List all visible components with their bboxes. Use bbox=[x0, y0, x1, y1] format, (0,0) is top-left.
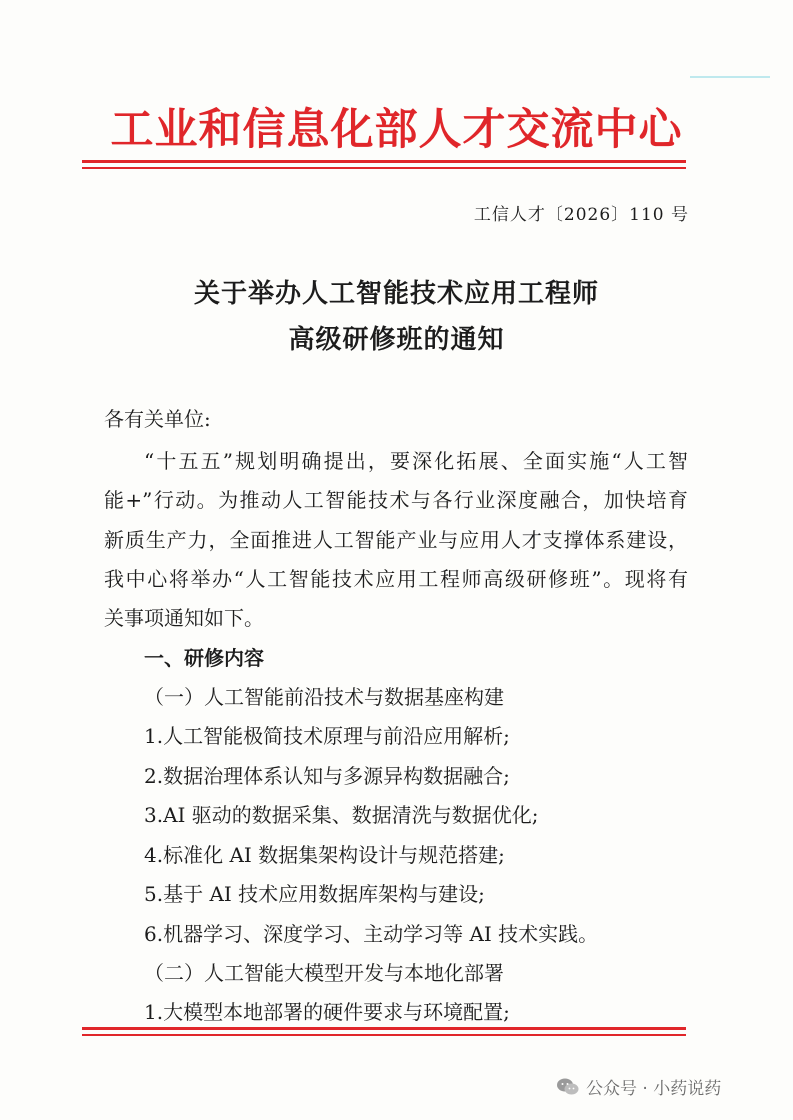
watermark-text: 公众号 · 小药说药 bbox=[586, 1079, 722, 1099]
subsection-heading: （二）人工智能大模型开发与本地化部署 bbox=[144, 961, 504, 985]
intro-line: 我中心将举办“人工智能技术应用工程师高级研修班”。现将有 bbox=[104, 567, 688, 591]
document-title-line-2: 高级研修班的通知 bbox=[288, 325, 505, 355]
subsection-heading: （一）人工智能前沿技术与数据基座构建 bbox=[144, 685, 504, 709]
footer-rule-thin bbox=[82, 1034, 686, 1036]
list-item: 1.人工智能极简技术原理与前沿应用解析; bbox=[144, 724, 510, 748]
section-heading: 一、研修内容 bbox=[144, 646, 264, 670]
footer-rule-thick bbox=[82, 1027, 686, 1030]
list-item: 4.标准化 AI 数据集架构设计与规范搭建; bbox=[144, 843, 505, 867]
list-item: 3.AI 驱动的数据采集、数据清洗与数据优化; bbox=[144, 803, 539, 827]
wechat-icon bbox=[556, 1077, 580, 1097]
masthead-title: 工业和信息化部人才交流中心 bbox=[110, 105, 683, 155]
masthead-rule-thin bbox=[82, 167, 686, 169]
intro-line: 关事项通知如下。 bbox=[104, 606, 264, 630]
list-item: 1.大模型本地部署的硬件要求与环境配置; bbox=[144, 1000, 510, 1024]
document-number: 工信人才〔2026〕110 号 bbox=[473, 205, 689, 225]
list-item: 6.机器学习、深度学习、主动学习等 AI 技术实践。 bbox=[144, 922, 599, 946]
intro-line: 能+”行动。为推动人工智能技术与各行业深度融合，加快培育 bbox=[104, 488, 688, 512]
scan-artifact-line bbox=[690, 76, 770, 78]
watermark bbox=[556, 1074, 721, 1099]
salutation: 各有关单位: bbox=[104, 407, 211, 431]
intro-line: “十五五”规划明确提出，要深化拓展、全面实施“人工智 bbox=[144, 449, 688, 473]
list-item: 2.数据治理体系认知与多源异构数据融合; bbox=[144, 764, 510, 788]
masthead-rule-thick bbox=[82, 160, 686, 163]
list-item: 5.基于 AI 技术应用数据库架构与建设; bbox=[144, 882, 485, 906]
document-title-line-1: 关于举办人工智能技术应用工程师 bbox=[193, 279, 599, 309]
intro-line: 新质生产力，全面推进人工智能产业与应用人才支撑体系建设， bbox=[104, 528, 688, 552]
